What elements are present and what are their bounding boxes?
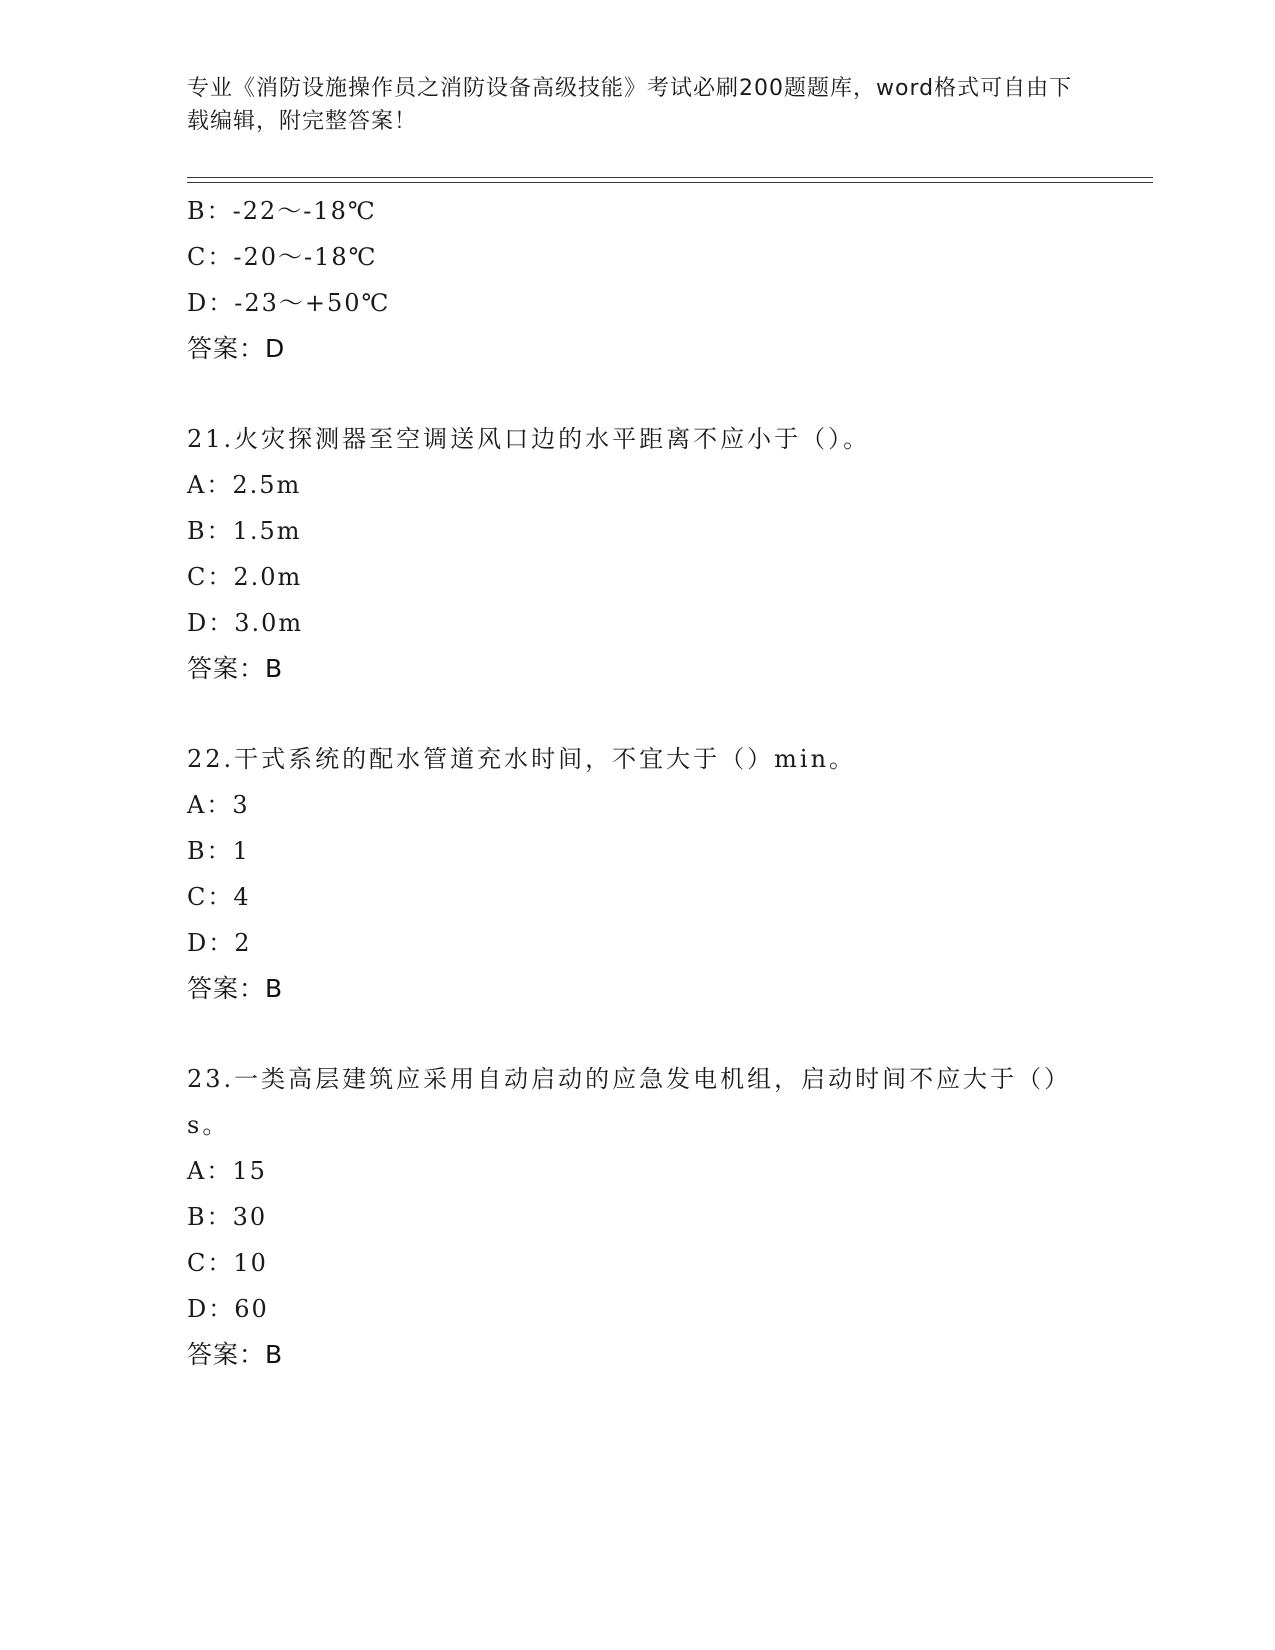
- spacer: [187, 1012, 1127, 1056]
- question-23-block: [187, 1056, 1127, 1378]
- prev-question-block: [187, 188, 1127, 372]
- option-b: B：1.5m: [187, 517, 302, 545]
- answer-line: 答案：B: [187, 1340, 284, 1369]
- question-text: 21.火灾探测器至空调送风口边的水平距离不应小于（）。: [187, 425, 871, 453]
- option-a: A：2.5m: [187, 471, 302, 499]
- option-d: D：60: [187, 1295, 269, 1323]
- question-text: 23.一类高层建筑应采用自动启动的应急发电机组，启动时间不应大于（）s。: [187, 1065, 1072, 1139]
- option-b: B：1: [187, 837, 250, 865]
- question-list: [187, 188, 1127, 1378]
- option-c: C：-20～-18℃: [187, 243, 378, 271]
- option-a: A：15: [187, 1157, 267, 1185]
- option-c: C：2.0m: [187, 563, 303, 591]
- question-text: 22.干式系统的配水管道充水时间，不宜大于（）min。: [187, 745, 857, 773]
- answer-line: 答案：B: [187, 974, 284, 1003]
- document-header: 专业《消防设施操作员之消防设备高级技能》考试必刷200题题库，word格式可自由下载编辑，附完整答案！: [187, 76, 1073, 134]
- option-b: B：-22～-18℃: [187, 197, 377, 225]
- option-d: D：2: [187, 929, 252, 957]
- answer-line: 答案：B: [187, 654, 284, 683]
- header-divider-bottom: [187, 182, 1153, 183]
- answer-line: 答案：D: [187, 334, 286, 363]
- spacer: [187, 692, 1127, 736]
- option-a: A：3: [187, 791, 250, 819]
- header-divider-top: [187, 177, 1153, 178]
- question-22-block: [187, 736, 1127, 1012]
- option-d: D：-23～+50℃: [187, 289, 391, 317]
- question-21-block: [187, 416, 1127, 692]
- option-c: C：4: [187, 883, 251, 911]
- option-d: D：3.0m: [187, 609, 304, 637]
- option-b: B：30: [187, 1203, 268, 1231]
- option-c: C：10: [187, 1249, 268, 1277]
- spacer: [187, 372, 1127, 416]
